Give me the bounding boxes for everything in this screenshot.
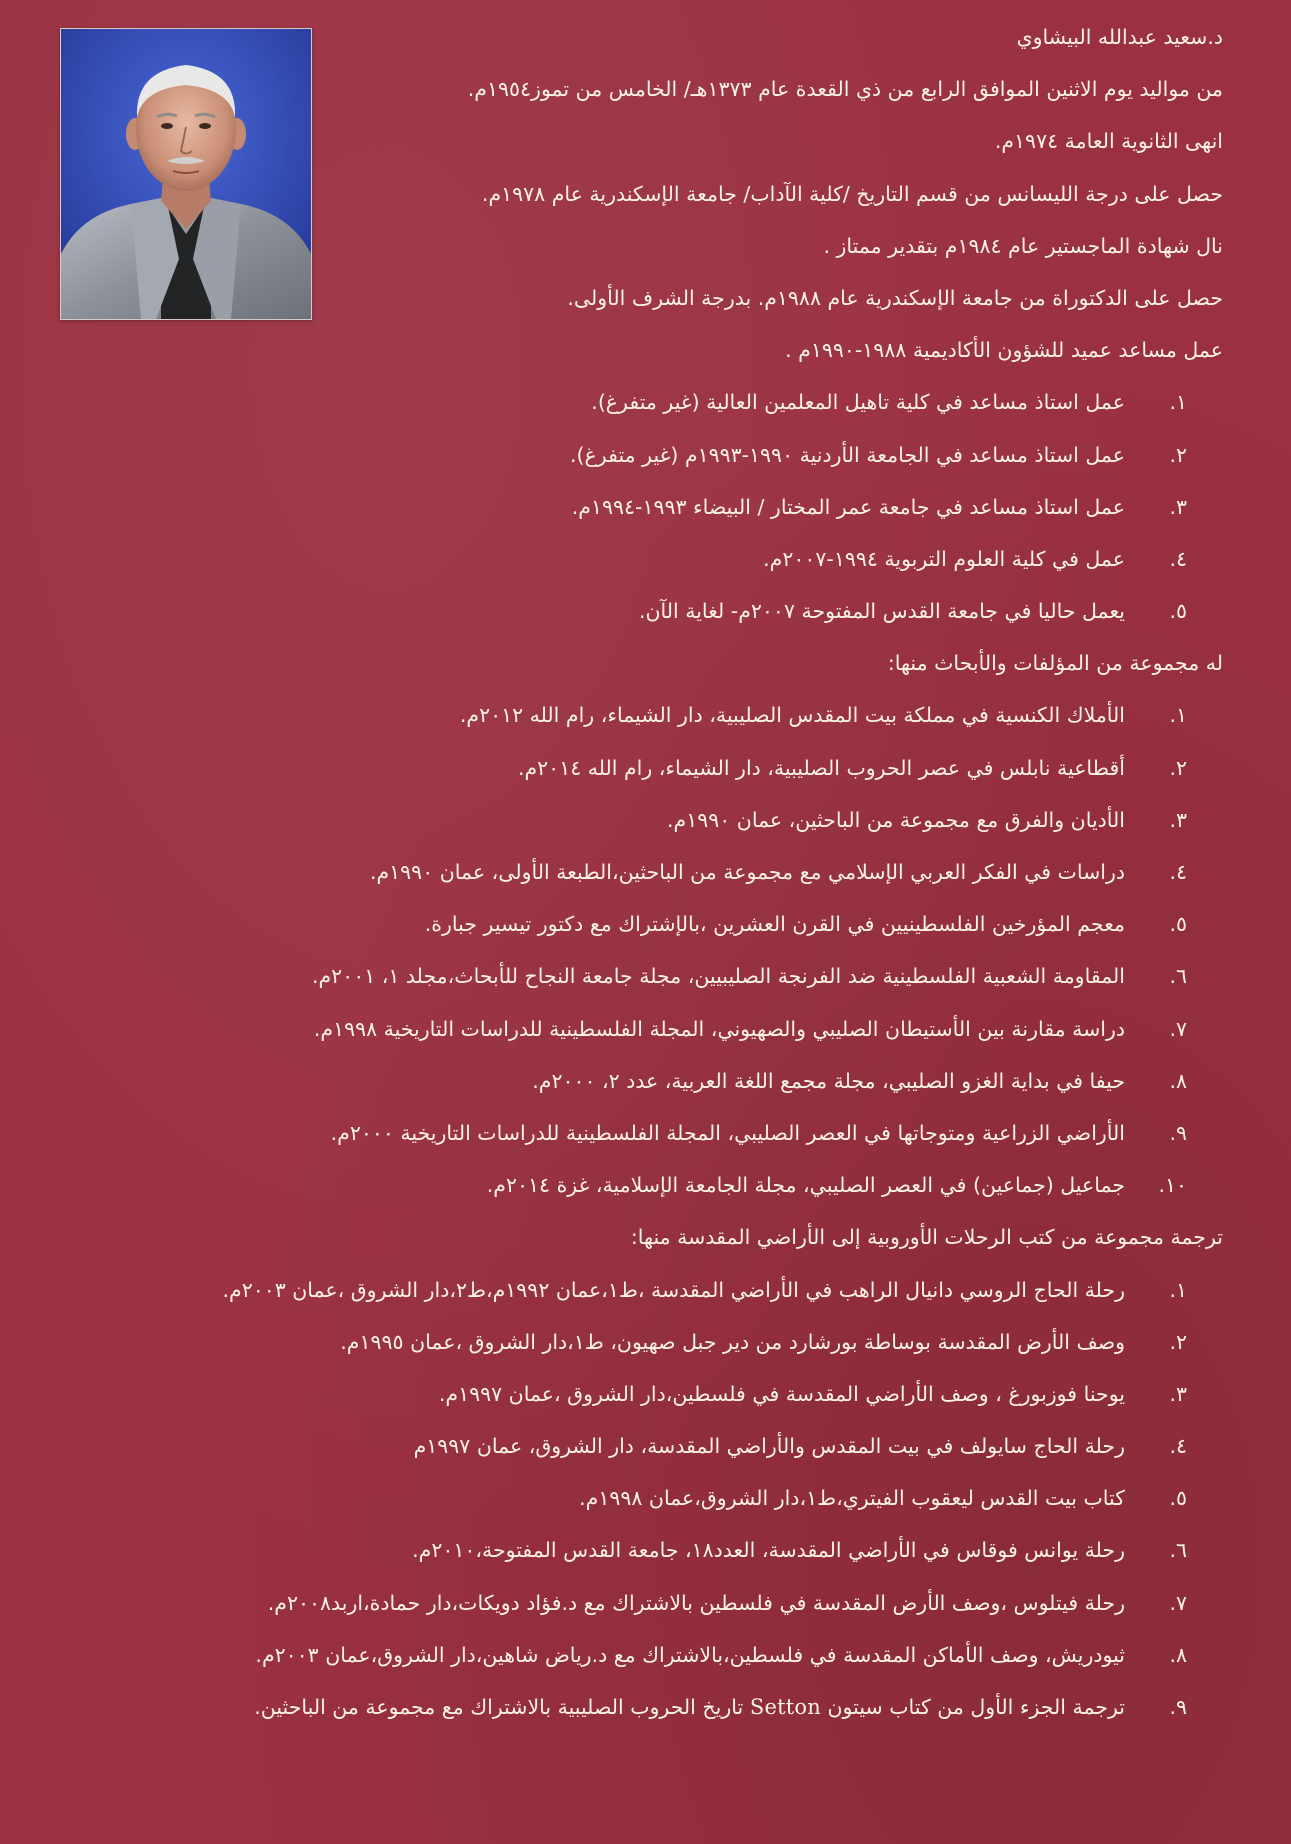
list-text: عمل في كلية العلوم التربوية ١٩٩٤-٢٠٠٧م. [763,546,1125,571]
translations-heading: ترجمة مجموعة من كتب الرحلات الأوروبية إلى الأراضي المقدسة منها: [630,1225,1223,1250]
list-item [63,807,1187,833]
list-number: ٨. [1169,1068,1187,1093]
list-item [63,1120,1187,1146]
setton-text-after: تاريخ الحروب الصليبية بالاشتراك مع مجموعة من الباحثين. [254,1695,744,1719]
list-number: ٧. [1169,1590,1187,1615]
list-number: ٥. [1169,599,1187,624]
list-item [63,1537,1187,1563]
list-text: رحلة يوانس فوقاس في الأراضي المقدسة، العدد١٨، جامعة القدس المفتوحة،٢٠١٠م. [412,1538,1125,1563]
list-item [63,859,1187,885]
list-item [63,1694,1187,1720]
list-number: ٦. [1169,1538,1187,1563]
bio-birth: من مواليد يوم الاثنين الموافق الرابع من ذي القعدة عام ١٣٧٣هـ/ الخامس من تموز١٩٥٤م. [467,77,1223,102]
list-text: وصف الأرض المقدسة بوساطة بورشارد من دير جبل صهيون، ط١،دار الشروق ،عمان ١٩٩٥م. [340,1329,1125,1354]
list-text: حيفا في بداية الغزو الصليبي، مجلة مجمع اللغة العربية، عدد ٢، ٢٠٠٠م. [532,1068,1125,1093]
works-list [63,702,1223,1198]
list-text: دراسات في الفكر العربي الإسلامي مع مجموعة من الباحثين،الطبعة الأولى، عمان ١٩٩٠م. [369,860,1125,884]
list-item [63,546,1187,572]
list-number: ٣. [1169,1381,1187,1406]
list-number: ٥. [1169,912,1187,937]
bio-bachelor: حصل على درجة الليسانس من قسم التاريخ /كلية الآداب/ جامعة الإسكندرية عام ١٩٧٨م. [481,181,1223,206]
list-item [63,598,1187,624]
bio-assistant-dean: عمل مساعد عميد للشؤون الأكاديمية ١٩٨٨-١٩٩٠م . [785,338,1223,363]
list-number: ٢. [1169,1329,1187,1354]
list-item [63,1381,1187,1407]
list-number: ٢. [1169,442,1187,467]
biography-content [63,24,1223,1746]
list-number: ١٠. [1158,1173,1187,1198]
list-item [63,702,1187,728]
list-number: ٢. [1169,755,1187,780]
list-number: ٤. [1169,1434,1187,1459]
list-text: الأملاك الكنسية في مملكة بيت المقدس الصليبية، دار الشيماء، رام الله ٢٠١٢م. [459,703,1125,728]
translations-list [63,1277,1223,1721]
list-number: ٥. [1169,1486,1187,1511]
list-item [63,755,1187,781]
list-text: جماعيل (جماعين) في العصر الصليبي، مجلة الجامعة الإسلامية، غزة ٢٠١٤م. [486,1173,1125,1198]
list-number: ٤. [1169,546,1187,571]
list-number: ٣. [1169,494,1187,519]
bio-master: نال شهادة الماجستير عام ١٩٨٤م بتقدير ممتاز . [823,233,1223,258]
setton-latin: Setton [749,1695,821,1719]
list-item [63,1433,1187,1459]
list-text: رحلة الحاج الروسي دانيال الراهب في الأراضي المقدسة ،ط١،عمان ١٩٩٢م،ط٢،دار الشروق ،عمان ٢٠٠٣م. [222,1277,1125,1302]
bio-highschool: انهى الثانوية العامة ١٩٧٤م. [994,129,1223,154]
list-item [63,1642,1187,1668]
list-text: عمل استاذ مساعد في الجامعة الأردنية ١٩٩٠-١٩٩٣م (غير متفرغ). [570,442,1125,467]
list-number: ١. [1169,1277,1187,1302]
list-number: ٩. [1169,1695,1187,1719]
author-name: د.سعيد عبدالله البيشاوي [1016,25,1223,49]
list-text: رحلة الحاج سايولف في بيت المقدس والأراضي المقدسة، دار الشروق، عمان ١٩٩٧م [413,1434,1125,1459]
list-number: ٨. [1169,1642,1187,1667]
list-item [63,1016,1187,1042]
list-text: الأديان والفرق مع مجموعة من الباحثين، عمان ١٩٩٠م. [666,807,1125,832]
setton-text-before: ترجمة الجزء الأول من كتاب سيتون [827,1695,1125,1719]
works-heading: له مجموعة من المؤلفات والأبحاث منها: [887,651,1223,676]
list-item [63,1590,1187,1616]
list-item [63,963,1187,989]
list-number: ١. [1169,703,1187,728]
list-number: ٧. [1169,1016,1187,1041]
list-text: أقطاعية نابلس في عصر الحروب الصليبية، دار الشيماء، رام الله ٢٠١٤م. [517,755,1125,780]
list-number: ٦. [1169,964,1187,989]
list-text: دراسة مقارنة بين الأستيطان الصليبي والصهيوني، المجلة الفلسطينية للدراسات التاريخية ١٩٩٨م. [313,1016,1125,1041]
list-item [63,389,1187,415]
list-text: عمل استاذ مساعد في كلية تاهيل المعلمين العالية (غير متفرغ). [591,390,1125,415]
list-item [63,911,1187,937]
positions-list [63,389,1223,624]
list-text: يوحنا فوزبورغ ، وصف الأراضي المقدسة في فلسطين،دار الشروق ،عمان ١٩٩٧م. [438,1381,1125,1406]
list-number: ٤. [1169,860,1187,884]
list-item [63,1485,1187,1511]
list-item [63,1277,1187,1303]
list-item [63,494,1187,520]
list-text: الأراضي الزراعية ومتوجاتها في العصر الصليبي، المجلة الفلسطينية للدراسات التاريخية ٢٠٠٠م. [330,1120,1125,1145]
list-text: معجم المؤرخين الفلسطينيين في القرن العشرين ،بالإشتراك مع دكتور تيسير جبارة. [424,912,1125,937]
list-number: ١. [1169,390,1187,415]
list-text: كتاب بيت القدس ليعقوب الفيتري،ط١،دار الشروق،عمان ١٩٩٨م. [579,1486,1125,1511]
list-number: ٣. [1169,807,1187,832]
list-text: ثيودريش، وصف الأماكن المقدسة في فلسطين،بالاشتراك مع د.رياض شاهين،دار الشروق،عمان ٢٠٠٣م. [255,1642,1125,1667]
list-item [63,1329,1187,1355]
list-text: يعمل حاليا في جامعة القدس المفتوحة ٢٠٠٧م- لغاية الآن. [638,599,1125,624]
list-item [63,442,1187,468]
list-text: رحلة فيتلوس ،وصف الأرض المقدسة في فلسطين بالاشتراك مع د.فؤاد دويكات،دار حمادة،اربد٢٠٠٨م. [267,1590,1125,1615]
list-text: المقاومة الشعبية الفلسطينية ضد الفرنجة الصليبيين، مجلة جامعة النجاح للأبحاث،مجلد ١، ٢٠٠١م. [311,964,1125,989]
list-text [254,1694,1125,1720]
list-item [63,1068,1187,1094]
list-number: ٩. [1169,1120,1187,1145]
list-text: عمل استاذ مساعد في جامعة عمر المختار / البيضاء ١٩٩٣-١٩٩٤م. [571,494,1125,519]
bio-doctorate: حصل على الدكتوراة من جامعة الإسكندرية عام ١٩٨٨م. بدرجة الشرف الأولى. [567,285,1223,310]
list-item [63,1172,1187,1198]
